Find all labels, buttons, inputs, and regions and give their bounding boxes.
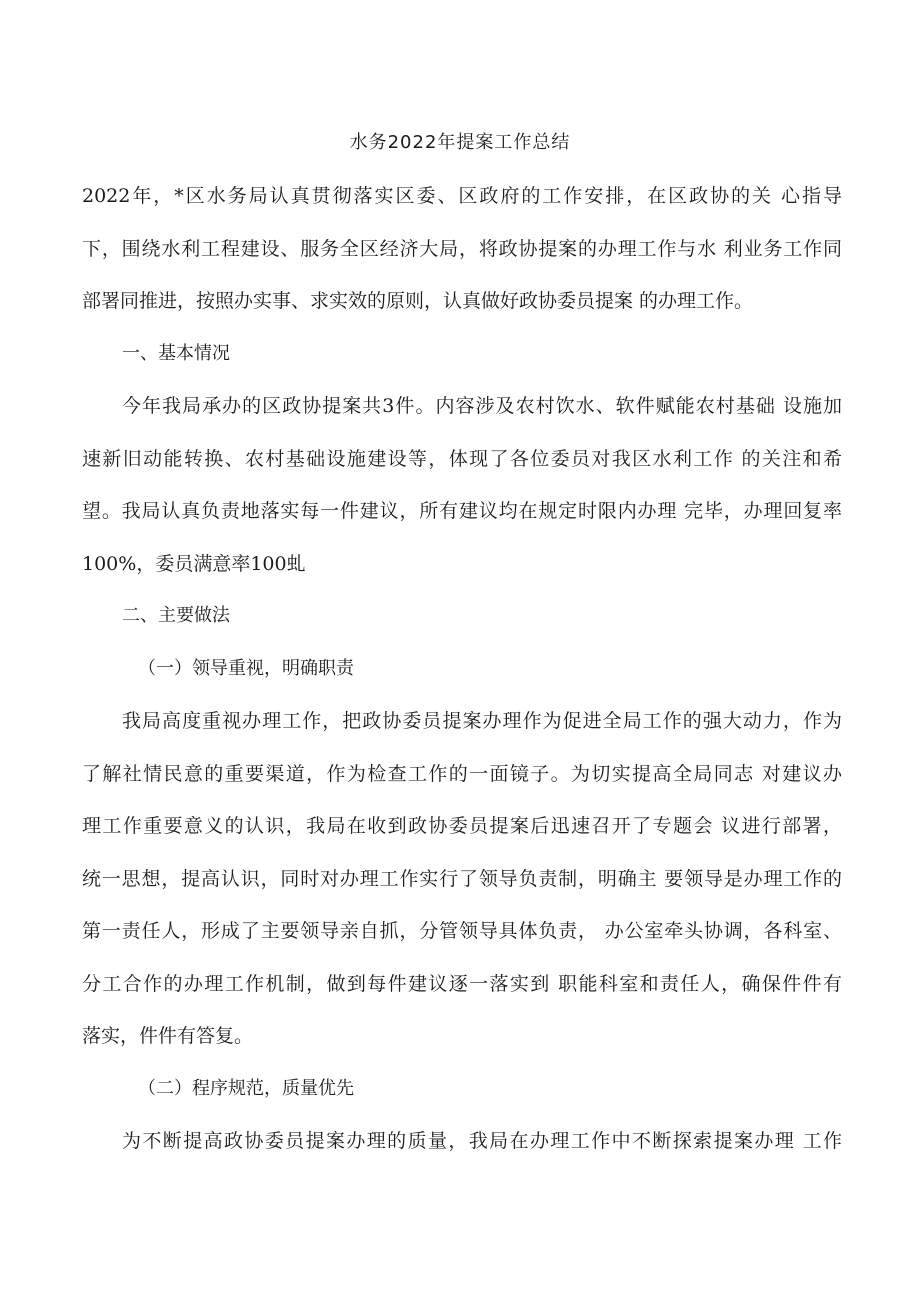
- subheading-leadership: （一）领导重视，明确职责: [138, 658, 354, 679]
- paragraph-3-line-1: 我局高度重视办理工作，把政协委员提案办理作为促进全局工作的强大动力，作为: [122, 710, 842, 732]
- paragraph-3-line-2: 了解社情民意的重要渠道，作为检查工作的一面镜子。为切实提高全局同志 对建议办: [82, 763, 842, 785]
- paragraph-3-line-4: 统一思想，提高认识，同时对办理工作实行了领导负责制，明确主 要领导是办理工作的: [82, 868, 842, 890]
- subheading-procedure: （二）程序规范，质量优先: [138, 1078, 354, 1099]
- paragraph-4-line-1: 为不断提高政协委员提案办理的质量，我局在办理工作中不断探索提案办理 工作: [122, 1130, 842, 1152]
- section-heading-basic-situation: 一、基本情况: [122, 343, 230, 364]
- paragraph-2-line-2: 速新旧动能转换、农村基础设施建设等，体现了各位委员对我区水利工作 的关注和希: [82, 448, 842, 470]
- section-heading-main-practices: 二、主要做法: [122, 605, 230, 626]
- paragraph-2-line-4: 100%，委员满意率100虬: [82, 553, 306, 575]
- paragraph-3-line-7: 落实，件件有答复。: [82, 1025, 254, 1047]
- document-title: 水务2022年提案工作总结: [349, 132, 571, 153]
- paragraph-3-line-6: 分工合作的办理工作机制，做到每件建议逐一落实到 职能科室和责任人，确保件件有: [82, 973, 842, 995]
- paragraph-2-line-1: 今年我局承办的区政协提案共3件。内容涉及农村饮水、软件赋能农村基础 设施加: [122, 395, 842, 417]
- paragraph-3-line-5: 第一责任人，形成了主要领导亲自抓，分管领导具体负责， 办公室牵头协调，各科室、: [82, 920, 842, 942]
- paragraph-1-line-1: 2022年，*区水务局认真贯彻落实区委、区政府的工作安排，在区政协的关 心指导: [82, 185, 842, 207]
- paragraph-2-line-3: 望。我局认真负责地落实每一件建议，所有建议均在规定时限内办理 完毕，办理回复率: [82, 500, 842, 522]
- paragraph-1-line-3: 部署同推进，按照办实事、求实效的原则，认真做好政协委员提案 的办理工作。: [82, 290, 754, 312]
- paragraph-1-line-2: 下，围绕水利工程建设、服务全区经济大局，将政协提案的办理工作与水 利业务工作同: [82, 238, 842, 260]
- paragraph-3-line-3: 理工作重要意义的认识，我局在收到政协委员提案后迅速召开了专题会 议进行部署，: [82, 815, 842, 837]
